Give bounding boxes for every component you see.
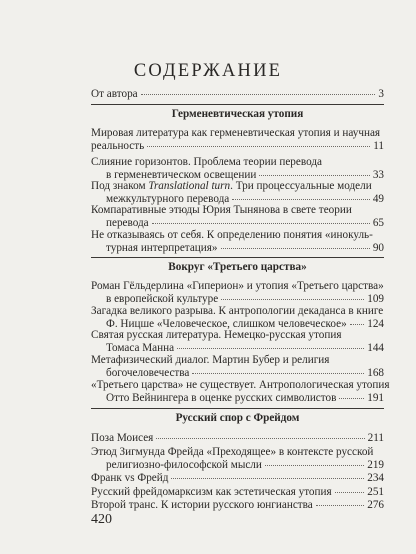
toc-entry-preface [91,88,384,101]
section-rule [91,408,384,409]
toc-entry-text: Слияние горизонтов. Проблема теории перевода [91,156,322,168]
toc-entry-text: Франк vs Фрейд [91,472,169,484]
toc-entry [91,180,384,206]
toc-entry-text: Метафизический диалог. Мартин Бубер и религия [91,354,330,366]
toc-entry-text: Ф. Ницше «Человеческое, слишком человеческое» [106,318,347,331]
italic-term: Translational turn [148,180,231,192]
toc-entry-text: Не отказываясь от себя. К определению понятия «инокуль- [91,229,373,241]
toc-entry-text: в герменевтическом освещении [106,169,257,182]
toc-page-number: 219 [367,459,384,472]
dot-leader [335,492,365,493]
section-rule [91,257,384,258]
toc-page-number: 33 [372,169,384,182]
toc-entry-text: Святая русская литература. Немецко-русская утопия [91,329,342,341]
toc-page-number: 191 [367,392,384,405]
section-heading: Вокруг «Третьего царства» [168,261,307,273]
dot-leader [232,199,370,200]
toc-entry-text: в европейской культуре [106,293,219,306]
toc-page-number: 11 [373,140,384,153]
toc-entry [91,354,384,380]
dot-leader [265,465,364,466]
toc-entry-text: Компаративные этюды Юрия Тынянова в свете теории [91,204,352,216]
toc-entry-text: Второй транс. К истории русского юнгианства [91,499,313,511]
toc-page-number: 124 [367,318,384,331]
page-number: 420 [91,512,112,527]
toc-entry-text: От автора [91,88,138,100]
toc-entry [91,379,390,405]
toc-entry [91,305,384,331]
toc-entry [91,280,384,306]
section-heading: Русский спор с Фрейдом [175,412,300,424]
toc-entry [91,486,384,499]
dot-leader [152,223,370,224]
toc-entry-text: межкультурного перевода [106,193,230,206]
toc-entry-text: Роман Гёльдерлина «Гиперион» и утопия «Третьего царства» [91,280,384,292]
toc-entry-text: турная интерпретация» [106,242,218,255]
dot-leader [316,505,364,506]
toc-entry-text: Под знаком Translational turn. Три процессуальные модели [91,180,372,192]
toc-entry-text: перевода [106,217,149,230]
section-heading: Герменевтическая утопия [171,108,304,120]
toc-page-number: 276 [367,499,384,511]
toc-entry-text: богочеловечества [106,367,190,380]
dot-leader [192,373,364,374]
toc-page-number: 144 [367,342,384,355]
dot-leader [350,324,365,325]
toc-entry-text: Загадка великого разрыва. К антропологии декаданса в книге [91,305,384,317]
toc-page-number: 49 [372,193,384,206]
toc-page-number: 168 [367,367,384,380]
dot-leader [147,146,370,147]
toc-entry [91,499,384,512]
toc-entry-text: реальность [91,140,145,153]
dot-leader [156,438,364,439]
toc-entry-text: «Третьего царства» не существует. Антропологическая утопия [91,379,390,391]
dot-leader [221,248,370,249]
toc-entry [91,229,384,255]
dot-leader [259,175,370,176]
toc-page-number: 109 [367,293,384,306]
toc-page-number: 90 [372,242,384,255]
toc-entry [91,127,384,153]
toc-entry [91,204,384,230]
toc-entry [91,329,384,355]
dot-leader [171,478,364,479]
toc-page-number: 251 [367,486,384,498]
page-title: СОДЕРЖАНИЕ [133,61,283,82]
dot-leader [141,94,376,95]
toc-entry [91,432,384,445]
toc-entry-text: Томаса Манна [106,342,175,355]
dot-leader [221,299,364,300]
toc-page-number: 234 [367,472,384,484]
toc-entry-text: религиозно-философской мысли [106,459,262,472]
dot-leader [339,398,364,399]
toc-entry [91,156,384,182]
toc-entry-text: Этюд Зигмунда Фрейда «Преходящее» в контексте русской [91,446,374,458]
toc-entry-text: Мировая литература как герменевтическая утопия и научная [91,127,381,139]
toc-page-number: 211 [367,432,384,444]
toc-entry [91,446,384,472]
toc-entry-text: Поза Моисея [91,432,154,444]
toc-entry-text: Отто Вейнингера в оценке русских символистов [106,392,337,405]
toc-entry-text: Русский фрейдомарксизм как эстетическая утопия [91,486,332,498]
section-rule [91,104,384,105]
toc-entry [91,472,384,485]
toc-page-number: 3 [378,88,384,100]
toc-page-number: 65 [372,217,384,230]
dot-leader [177,348,364,349]
